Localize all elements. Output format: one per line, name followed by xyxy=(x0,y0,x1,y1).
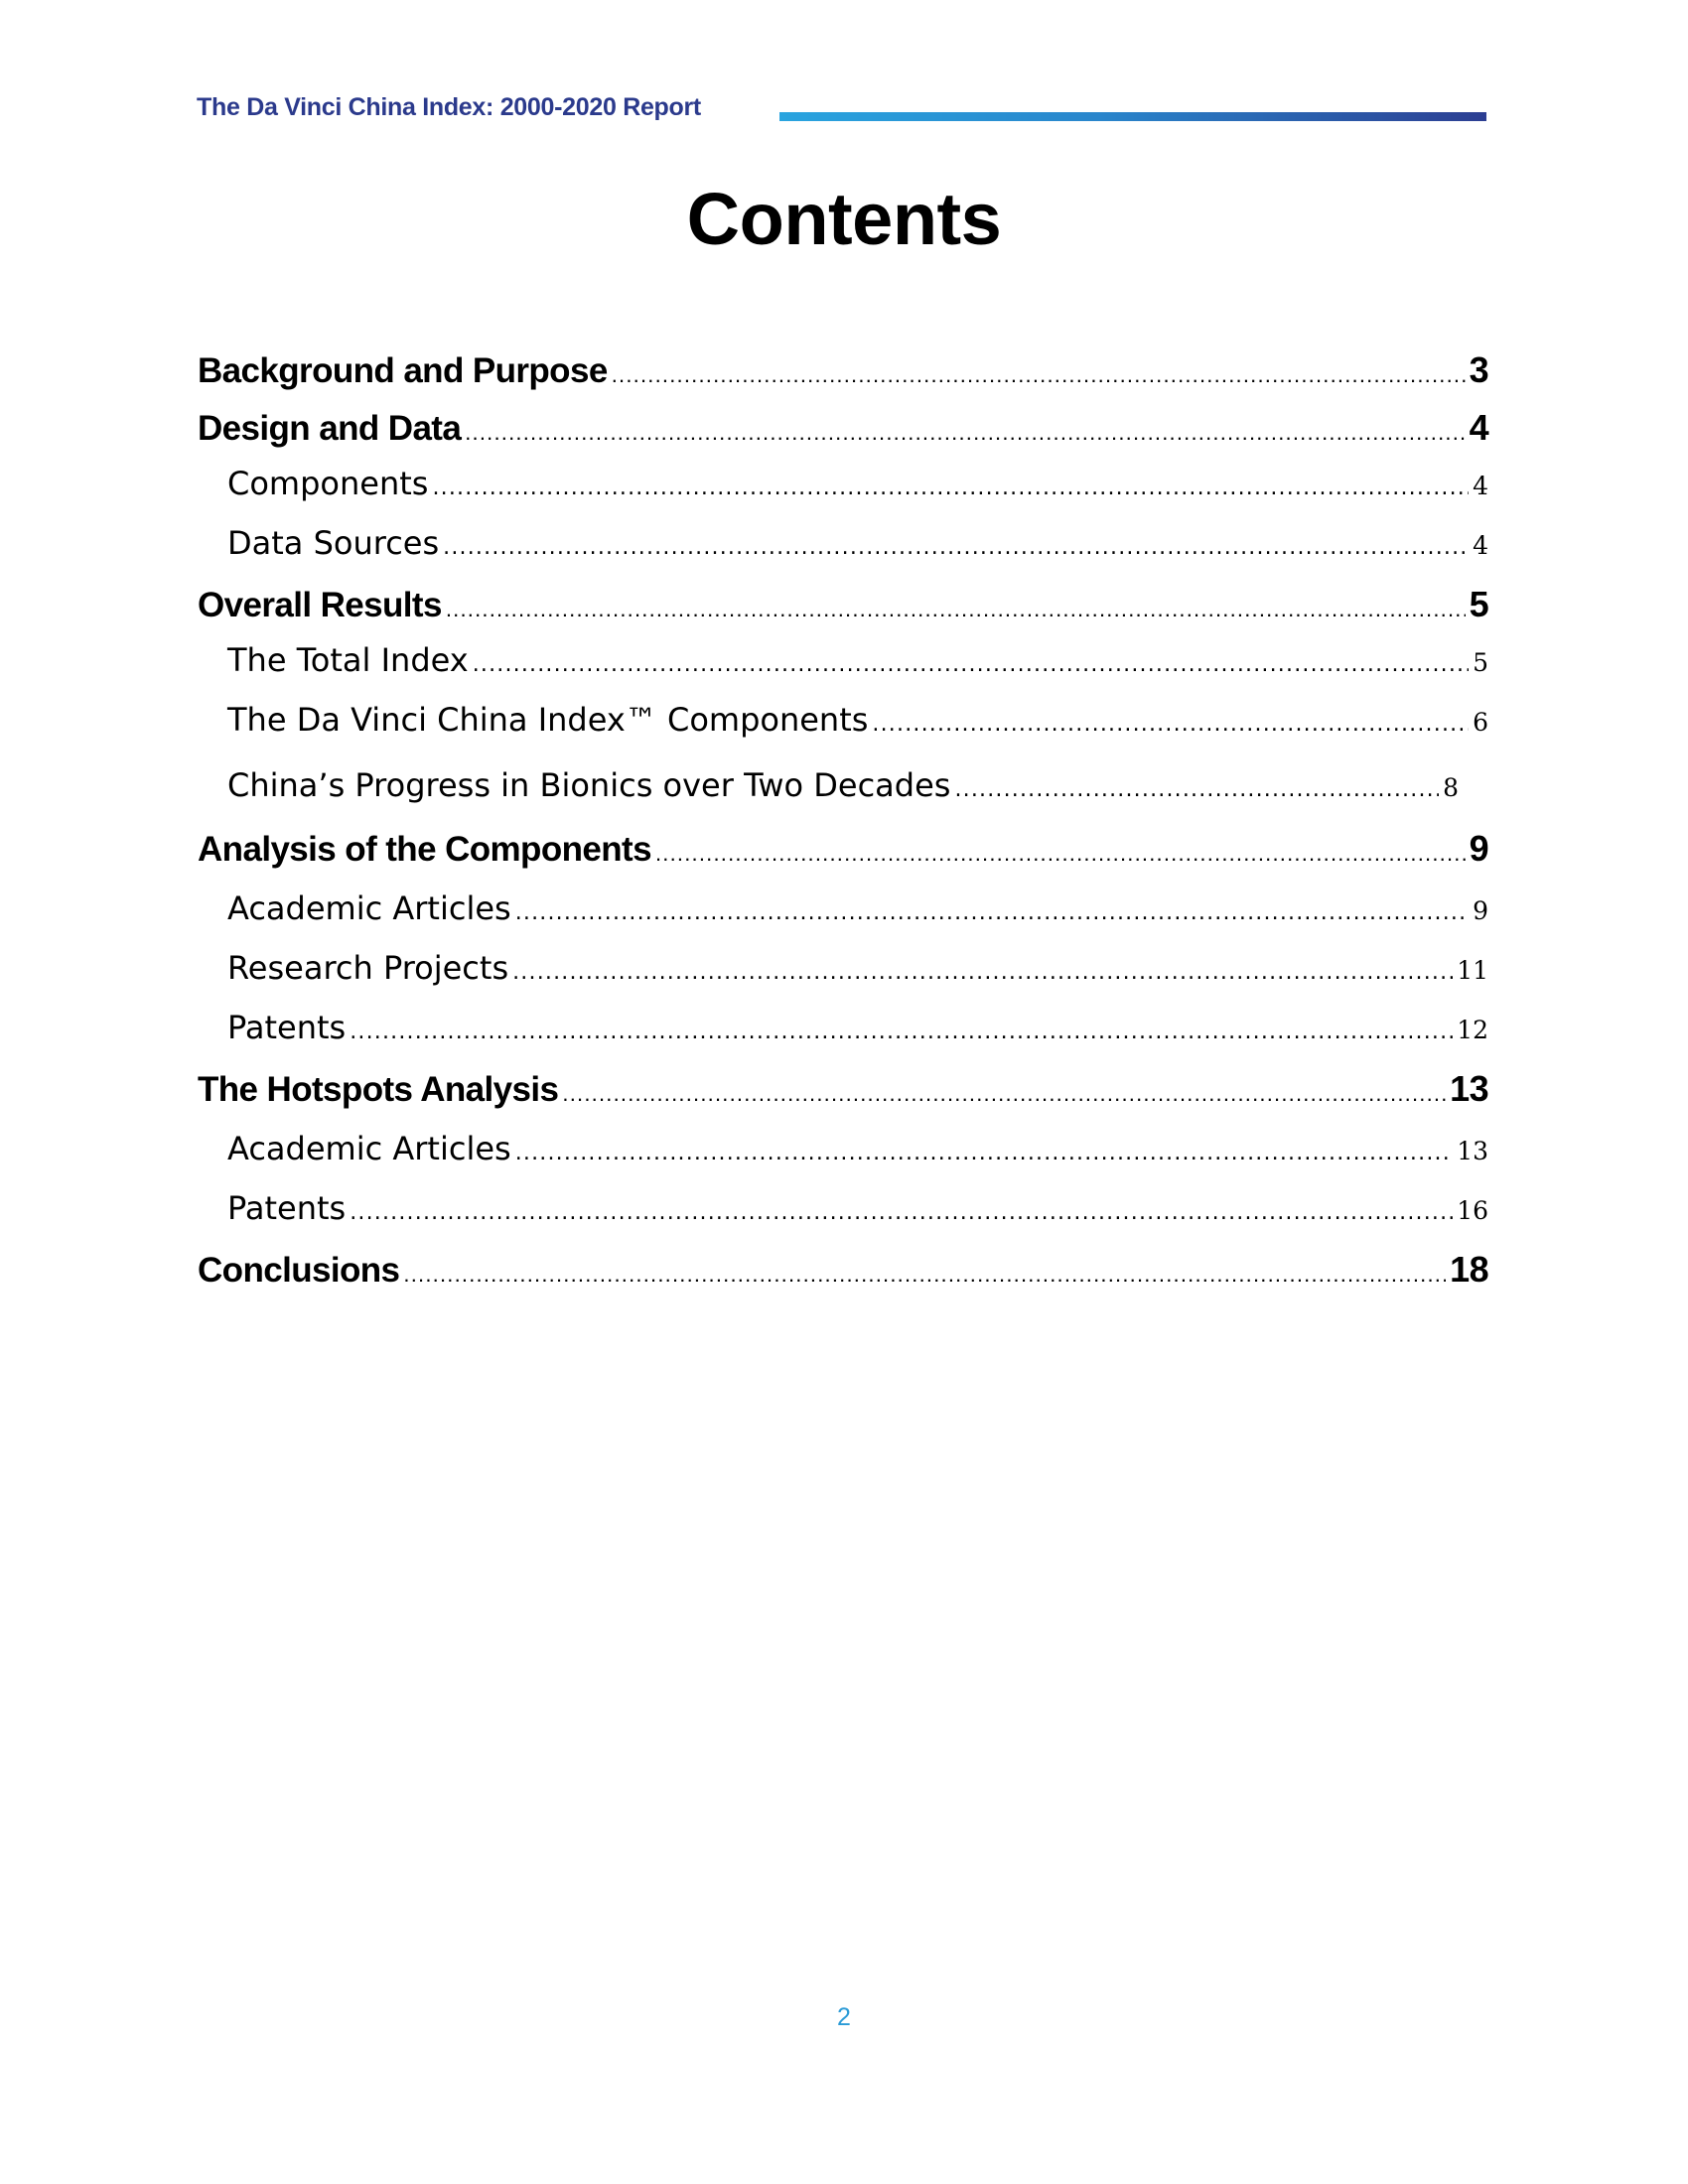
toc-page-number: 9 xyxy=(1473,896,1488,925)
toc-entry-label: Conclusions xyxy=(198,1251,400,1290)
toc-leader xyxy=(872,712,1469,737)
toc-page-number: 3 xyxy=(1469,349,1488,390)
toc-entry-label: The Da Vinci China Index™ Components xyxy=(227,701,869,739)
toc-leader xyxy=(443,535,1469,560)
toc-page-number: 16 xyxy=(1457,1196,1488,1225)
toc-leader xyxy=(954,777,1439,802)
toc-entry-background-and-purpose[interactable] xyxy=(198,349,1488,407)
toc-entry-label: Design and Data xyxy=(198,409,462,448)
page-title: Contents xyxy=(686,178,1002,260)
toc-entry-label: Academic Articles xyxy=(227,1130,511,1167)
toc-page-number: 13 xyxy=(1457,1137,1488,1165)
toc-entry-design-and-data[interactable] xyxy=(198,407,1488,465)
toc-page-number: 4 xyxy=(1469,407,1488,448)
toc-entry-academic-articles[interactable] xyxy=(198,889,1488,949)
toc-page-number: 5 xyxy=(1473,648,1488,677)
toc-leader xyxy=(612,362,1466,388)
toc-page-number: 18 xyxy=(1450,1249,1488,1290)
toc-entry-label: Components xyxy=(227,465,429,502)
toc-entry-chinas-progress-in-bionics[interactable] xyxy=(198,760,1459,828)
toc-entry-label: Data Sources xyxy=(227,524,440,562)
toc-entry-label: Overall Results xyxy=(198,586,442,624)
toc-entry-the-hotspots-analysis[interactable] xyxy=(198,1068,1488,1130)
running-header: The Da Vinci China Index: 2000-2020 Report xyxy=(197,93,701,121)
toc-leader xyxy=(446,597,1466,622)
toc-leader xyxy=(655,841,1466,867)
toc-entry-conclusions[interactable] xyxy=(198,1249,1488,1306)
toc-leader xyxy=(515,1141,1454,1165)
toc-entry-data-sources[interactable] xyxy=(198,524,1488,584)
toc-entry-research-projects[interactable] xyxy=(198,949,1488,1009)
toc-page-number: 5 xyxy=(1469,584,1488,624)
toc-entry-hotspots-patents[interactable] xyxy=(198,1189,1488,1249)
toc-entry-label: Analysis of the Components xyxy=(198,830,651,869)
toc-entry-label: Research Projects xyxy=(227,949,509,987)
toc-page-number: 9 xyxy=(1469,828,1488,869)
toc-leader xyxy=(562,1081,1446,1107)
toc-entry-label: The Hotspots Analysis xyxy=(198,1070,559,1109)
toc-page-number: 6 xyxy=(1473,708,1488,737)
toc-leader xyxy=(473,652,1469,677)
toc-entry-index-components[interactable] xyxy=(198,701,1488,760)
toc-page-number: 12 xyxy=(1457,1016,1488,1044)
toc-leader xyxy=(512,960,1453,985)
toc-page-number: 11 xyxy=(1457,956,1488,985)
toc-leader xyxy=(432,476,1469,500)
toc-entry-analysis-of-the-components[interactable] xyxy=(198,828,1488,889)
toc-page-number: 4 xyxy=(1473,472,1488,500)
toc-entry-label: China’s Progress in Bionics over Two Decades xyxy=(227,766,951,804)
toc-entry-overall-results[interactable] xyxy=(198,584,1488,641)
toc-entry-label: The Total Index xyxy=(227,641,469,679)
toc-page-number: 8 xyxy=(1443,773,1459,802)
toc-entry-label: Background and Purpose xyxy=(198,351,608,390)
toc-leader xyxy=(350,1020,1453,1044)
toc-entry-patents[interactable] xyxy=(198,1009,1488,1068)
toc-entry-hotspots-academic-articles[interactable] xyxy=(198,1130,1488,1189)
toc-entry-label: Patents xyxy=(227,1189,347,1227)
toc-leader xyxy=(403,1262,1446,1288)
toc-entry-label: Patents xyxy=(227,1009,347,1046)
page-number: 2 xyxy=(837,2003,851,2031)
toc-leader xyxy=(465,420,1465,446)
toc-leader xyxy=(515,900,1469,925)
toc-entry-the-total-index[interactable] xyxy=(198,641,1488,701)
toc-entry-label: Academic Articles xyxy=(227,889,511,927)
header-rule xyxy=(779,112,1486,121)
toc-page-number: 4 xyxy=(1473,531,1488,560)
toc-page-number: 13 xyxy=(1450,1068,1488,1109)
toc-entry-components[interactable] xyxy=(198,465,1488,524)
table-of-contents xyxy=(198,349,1488,1306)
toc-leader xyxy=(350,1200,1453,1225)
